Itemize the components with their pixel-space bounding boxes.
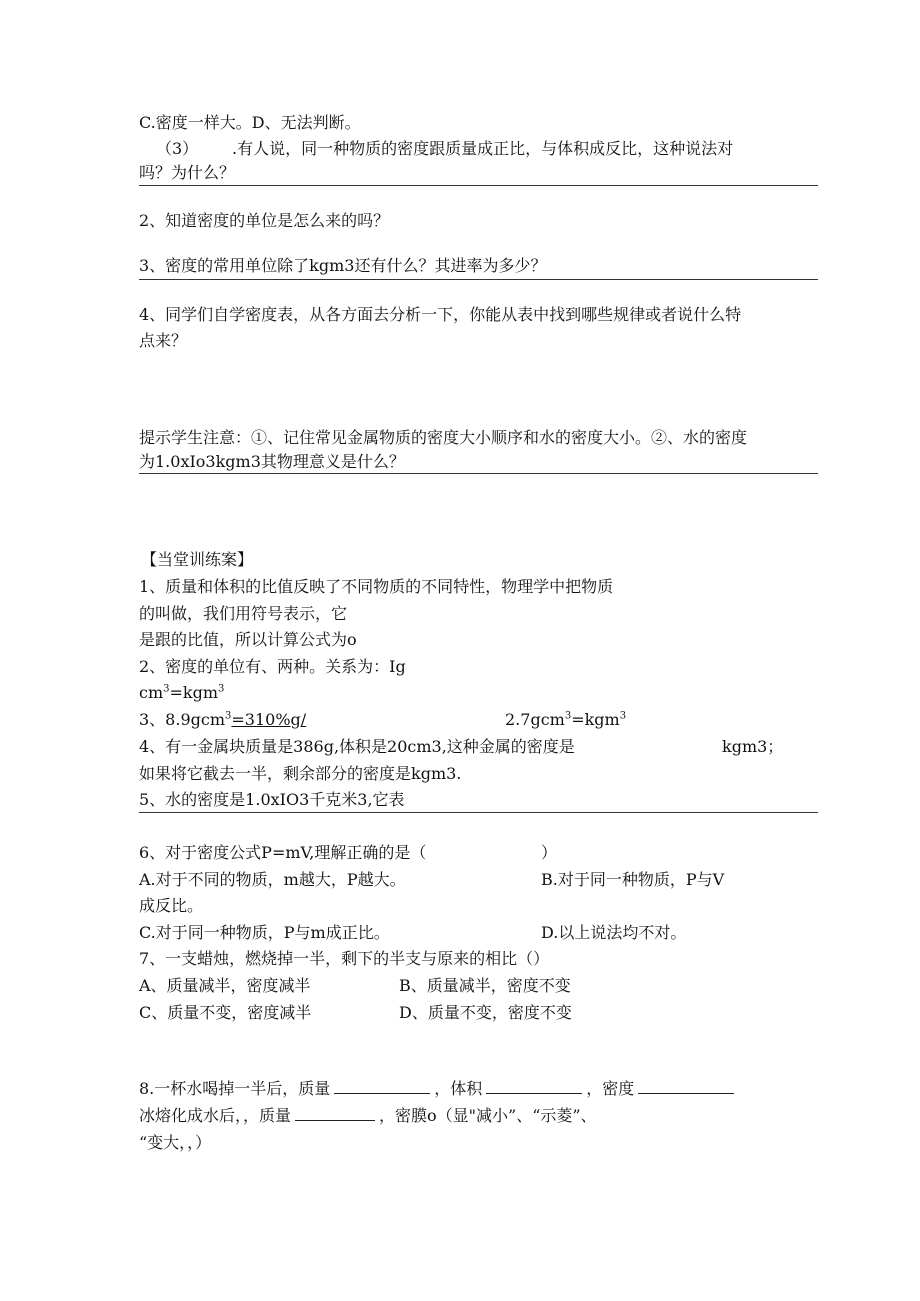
question-3b: 3、密度的常用单位除了kgm3还有什么？其进率为多少？ [139,256,547,275]
exercise-6-option-b-cont: 成反比。 [139,896,204,915]
exercise-6-option-d: D.以上说法均不对。 [541,923,687,942]
option-c-d-line: C.密度一样大。D、无法判断。 [139,113,361,132]
exercise-1-line-3: 是跟的比值，所以计算公式为o [139,630,357,649]
exercise-3-right: 2.7gcm$^3$=kgm$^3$ [505,710,627,729]
exercise-8-line-3: “变大，，） [139,1133,212,1152]
exercise-6-option-a: A.对于不同的物质，m越大，P越大。 [139,870,406,889]
answer-blank[interactable] [638,1079,734,1094]
exercise-7-option-a: A、质量减半，密度减半 [139,976,311,995]
exercise-4-unit: kgm3； [722,737,784,756]
question-4-line-2: 点来？ [139,331,188,350]
section-header: 【当堂训练案】 [141,550,254,569]
exercise-8-line-2: 冰熔化成水后，，质量 ，密膜o（显"减小”、“示菱”、 [139,1106,597,1125]
tip-line-1: 提示学生注意：①、记住常见金属物质的密度大小顺序和水的密度大小。②、水的密度 [139,428,748,447]
answer-blank[interactable] [334,1079,430,1094]
exercise-6-option-b: B.对于同一种物质，P与V [541,870,725,889]
exercise-7-question: 7、一支蜡烛，燃烧掉一半，剩下的半支与原来的相比（） [139,949,550,968]
exercise-5: 5、水的密度是1.0xIO3千克米3,它表 [139,790,405,809]
answer-line [139,473,818,474]
question-3-text: .有人说，同一种物质的密度跟质量成正比，与体积成反比，这种说法对 [232,139,734,158]
exercise-6-question: 6、对于密度公式P=mV,理解正确的是（ [139,843,427,862]
exercise-2-line-2: $cm^3=kgm^3$ [139,683,225,702]
answer-line [139,279,818,280]
exercise-4-line-2: 如果将它截去一半，剩余部分的密度是kgm3. [139,764,462,783]
exercise-6-close-paren: ） [541,843,558,862]
answer-blank[interactable] [295,1106,375,1121]
exercise-8-line-1: 8.一杯水喝掉一半后，质量 ，体积 ，密度 [139,1079,738,1099]
exercise-1-line-2: 的叫做，我们用符号表示，它 [139,604,348,623]
exercise-7-option-b: B、质量减半，密度不变 [399,976,571,995]
answer-line [139,812,818,813]
answer-line [139,185,818,186]
exercise-2-line-1: 2、密度的单位有、两种。关系为：Ig [139,657,406,676]
exercise-1-line-1: 1、质量和体积的比值反映了不同物质的不同特性，物理学中把物质 [139,577,614,596]
tip-line-2: 为1.0xIo3kgm3其物理意义是什么？ [139,452,405,471]
exercise-7-option-c: C、质量不变，密度减半 [139,1003,312,1022]
exercise-4-line-1: 4、有一金属块质量是386g,体积是20cm3,这种金属的密度是 [139,737,575,756]
answer-blank[interactable] [486,1079,582,1094]
question-3-continuation: 吗？为什么？ [139,163,236,182]
exercise-3-left: 3、8.9gcm$^3$=310%g/ [139,710,307,729]
question-4-line-1: 4、同学们自学密度表，从各方面去分析一下，你能从表中找到哪些规律或者说什么特 [139,305,742,324]
exercise-7-option-d: D、质量不变，密度不变 [399,1003,572,1022]
question-2: 2、知道密度的单位是怎么来的吗？ [139,211,390,230]
exercise-6-option-c: C.对于同一种物质，P与m成正比。 [139,923,390,942]
question-3-number: （3） [156,139,199,158]
